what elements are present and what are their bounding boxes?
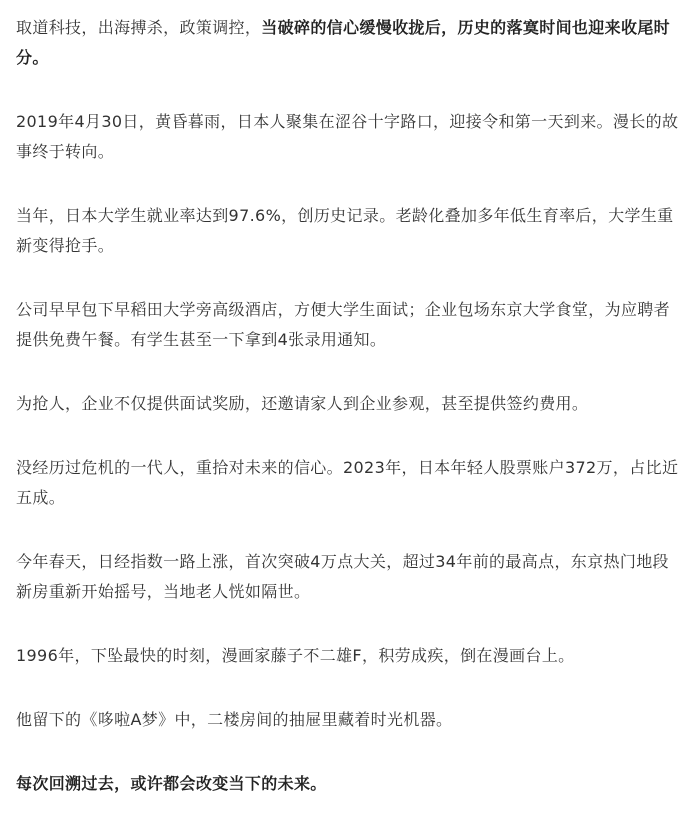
paragraph-3-text: 当年，日本大学生就业率达到97.6%，创历史记录。老龄化叠加多年低生育率后，大学生重新变得抢手。 bbox=[16, 206, 674, 255]
paragraph-7-text: 今年春天，日经指数一路上涨，首次突破4万点大关，超过34年前的最高点，东京热门地段新房重新开始摇号，当地老人恍如隔世。 bbox=[16, 552, 669, 601]
paragraph-5-text: 为抢人，企业不仅提供面试奖励，还邀请家人到企业参观，甚至提供签约费用。 bbox=[16, 394, 589, 413]
paragraph-2-text: 2019年4月30日，黄昏暮雨，日本人聚集在涩谷十字路口，迎接令和第一天到来。漫长的故事终于转向。 bbox=[16, 112, 679, 161]
paragraph-1-text: 取道科技，出海搏杀，政策调控， bbox=[16, 18, 262, 37]
paragraph-4-text: 公司早早包下早稻田大学旁高级酒店，方便大学生面试；企业包场东京大学食堂，为应聘者提供免费午餐。有学生甚至一下拿到4张录用通知。 bbox=[16, 300, 671, 349]
article-body bbox=[16, 13, 680, 799]
paragraph-6 bbox=[16, 453, 680, 513]
paragraph-1 bbox=[16, 13, 680, 73]
paragraph-9-text: 他留下的《哆啦A梦》中，二楼房间的抽屉里藏着时光机器。 bbox=[16, 710, 453, 729]
paragraph-1-bold-text: 当破碎的信心缓慢收拢后，历史的落寞时间也迎来收尾时分。 bbox=[16, 18, 671, 67]
paragraph-3 bbox=[16, 201, 680, 261]
paragraph-8 bbox=[16, 641, 680, 671]
paragraph-2 bbox=[16, 107, 680, 167]
paragraph-5 bbox=[16, 389, 680, 419]
paragraph-8-text: 1996年，下坠最快的时刻，漫画家藤子不二雄F，积劳成疾，倒在漫画台上。 bbox=[16, 646, 575, 665]
paragraph-7 bbox=[16, 547, 680, 607]
paragraph-10-bold-text: 每次回溯过去，或许都会改变当下的未来。 bbox=[16, 774, 327, 793]
paragraph-10 bbox=[16, 769, 680, 799]
paragraph-6-text: 没经历过危机的一代人，重拾对未来的信心。2023年，日本年轻人股票账户372万，占比近五成。 bbox=[16, 458, 679, 507]
paragraph-4 bbox=[16, 295, 680, 355]
paragraph-9 bbox=[16, 705, 680, 735]
